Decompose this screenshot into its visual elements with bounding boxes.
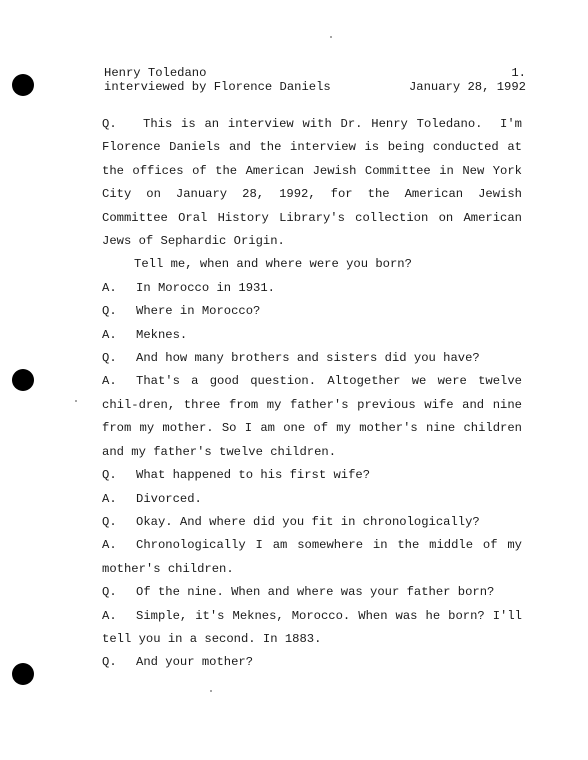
speaker-label: A.: [102, 280, 117, 295]
scan-speck: [330, 36, 332, 38]
speaker-label: Q.: [102, 655, 117, 670]
utterance: Meknes.: [136, 327, 188, 342]
transcript-line: [102, 324, 522, 347]
utterance: Simple, it's Meknes, Morocco. When was he born? I'll tell you in a second. In 1883.: [102, 608, 522, 646]
transcript-line: [102, 651, 522, 674]
speaker-label: Q.: [102, 351, 117, 366]
speaker-label: A.: [102, 538, 117, 553]
utterance: That's a good question. Altogether we were twelve chil-dren, three from my father's previous wife and nine from my mother. So I am one of my mother's nine children and my father's twelve children.: [102, 374, 522, 459]
transcript-line: [102, 511, 522, 534]
punch-hole: [12, 663, 34, 685]
punch-hole: [12, 369, 34, 391]
utterance: And how many brothers and sisters did you have?: [136, 351, 480, 366]
speaker-label: A.: [102, 491, 117, 506]
speaker-label: Q.: [102, 304, 117, 319]
speaker-label: A.: [102, 374, 117, 389]
speaker-label: A.: [102, 608, 117, 623]
utterance: In Morocco in 1931.: [136, 280, 275, 295]
speaker-label: Q.: [102, 468, 117, 483]
interviewee-name: Henry Toledano: [104, 66, 207, 80]
transcript-paragraph: [102, 534, 522, 581]
speaker-label: Q.: [102, 514, 117, 529]
utterance: What happened to his first wife?: [136, 468, 371, 483]
speaker-label: Q.: [102, 585, 117, 600]
punch-hole: [12, 74, 34, 96]
scan-speck: [210, 690, 212, 692]
transcript-line: [102, 581, 522, 604]
interviewer-line: interviewed by Florence Daniels: [104, 80, 331, 94]
transcript-line: [102, 464, 522, 487]
interview-date: January 28, 1992: [408, 80, 526, 94]
transcript-paragraph: Q. This is an interview with Dr. Henry Toledano. I'm Florence Daniels and the interview is being conducted at the offices of the American Jewish Committee in New York City on January 28, 1992, for the American Jewish Committee Oral History Library's collection on American Jews of Sephardic Origin.: [102, 117, 530, 249]
transcript-body: [102, 113, 530, 675]
utterance: And your mother?: [136, 655, 254, 670]
utterance: Where in Morocco?: [136, 304, 261, 319]
utterance: Divorced.: [136, 491, 202, 506]
transcript-paragraph: [102, 370, 522, 464]
scan-speck: [75, 400, 77, 402]
speaker-label: A.: [102, 327, 117, 342]
transcript-line: [102, 347, 522, 370]
page-header: [104, 66, 526, 94]
utterance: Okay. And where did you fit in chronologically?: [136, 514, 480, 529]
utterance: Of the nine. When and where was your father born?: [136, 585, 495, 600]
transcript-line: [102, 300, 522, 323]
transcript-paragraph: [102, 605, 522, 652]
transcript-line: [102, 488, 522, 511]
page-number: 1.: [511, 66, 526, 80]
transcript-paragraph: Tell me, when and where were you born?: [134, 257, 412, 272]
transcript-line: [102, 277, 522, 300]
utterance: Chronologically I am somewhere in the middle of my mother's children.: [102, 538, 522, 576]
